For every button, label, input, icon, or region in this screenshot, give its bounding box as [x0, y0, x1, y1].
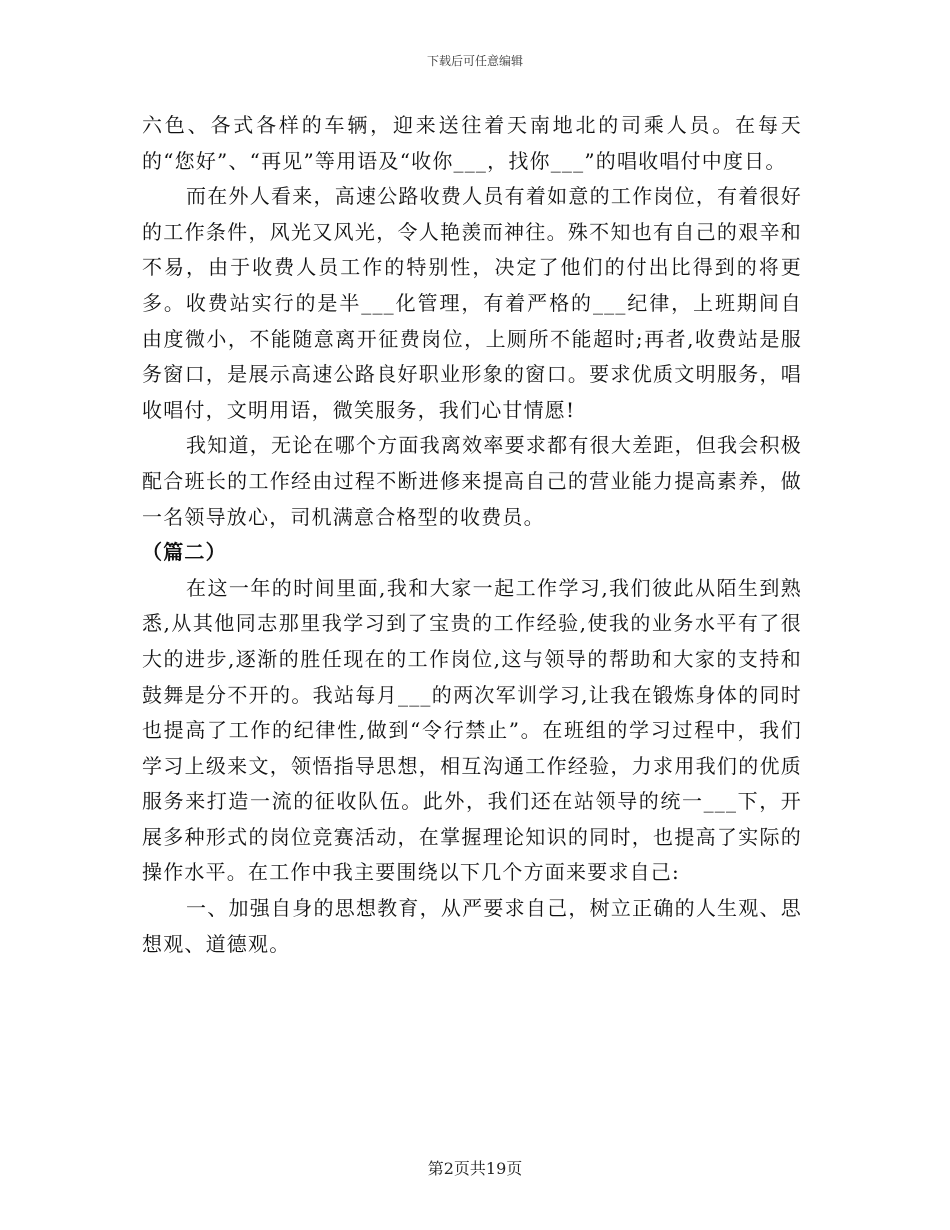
paragraph-continuation: 六色、各式各样的车辆，迎来送往着天南地北的司乘人员。在每天的“您好”、“再见”等用语及“收你___，找你___”的唱收唱付中度日。: [142, 113, 802, 173]
section-heading: （篇二）: [142, 540, 227, 565]
page-footer: 第2页共19页: [427, 1159, 523, 1178]
paragraph: 一、加强自身的思想教育，从严要求自己，树立正确的人生观、思想观、道德观。: [142, 896, 802, 956]
paragraph: 在这一年的时间里面,我和大家一起工作学习,我们彼此从陌生到熟悉,从其他同志那里我学习到了宝贵的工作经验,使我的业务水平有了很大的进步,逐渐的胜任现在的工作岗位,这与领导的帮助和大家的支持和鼓舞是分不开的。我站每月___的两次军训学习,让我在锻炼身体的同时也提高了工作的纪律性,做到“令行禁止”。在班组的学习过程中，我们学习上级来文，领悟指导思想，相互沟通工作经验，力求用我们的优质服务来打造一流的征收队伍。此外，我们还在站领导的统一___下，开展多种形式的岗位竞赛活动，在掌握理论知识的同时，也提高了实际的操作水平。在工作中我主要围绕以下几个方面来要求自己:: [142, 575, 802, 885]
document-body: [142, 108, 802, 962]
paragraph: 而在外人看来，高速公路收费人员有着如意的工作岗位，有着很好的工作条件，风光又风光，令人艳羡而神往。殊不知也有自己的艰辛和不易，由于收费人员工作的特别性，决定了他们的付出比得到的将更多。收费站实行的是半___化管理，有着严格的___纪律，上班期间自由度微小，不能随意离开征费岗位，上厕所不能超时;再者,收费站是服务窗口，是展示高速公路良好职业形象的窗口。要求优质文明服务，唱收唱付，文明用语，微笑服务，我们心甘情愿!: [142, 184, 802, 422]
paragraph: 我知道，无论在哪个方面我离效率要求都有很大差距，但我会积极配合班长的工作经由过程不断进修来提高自己的营业能力提高素养，做一名领导放心，司机满意合格型的收费员。: [142, 433, 802, 529]
page-header: 下载后可任意编辑: [426, 54, 523, 68]
